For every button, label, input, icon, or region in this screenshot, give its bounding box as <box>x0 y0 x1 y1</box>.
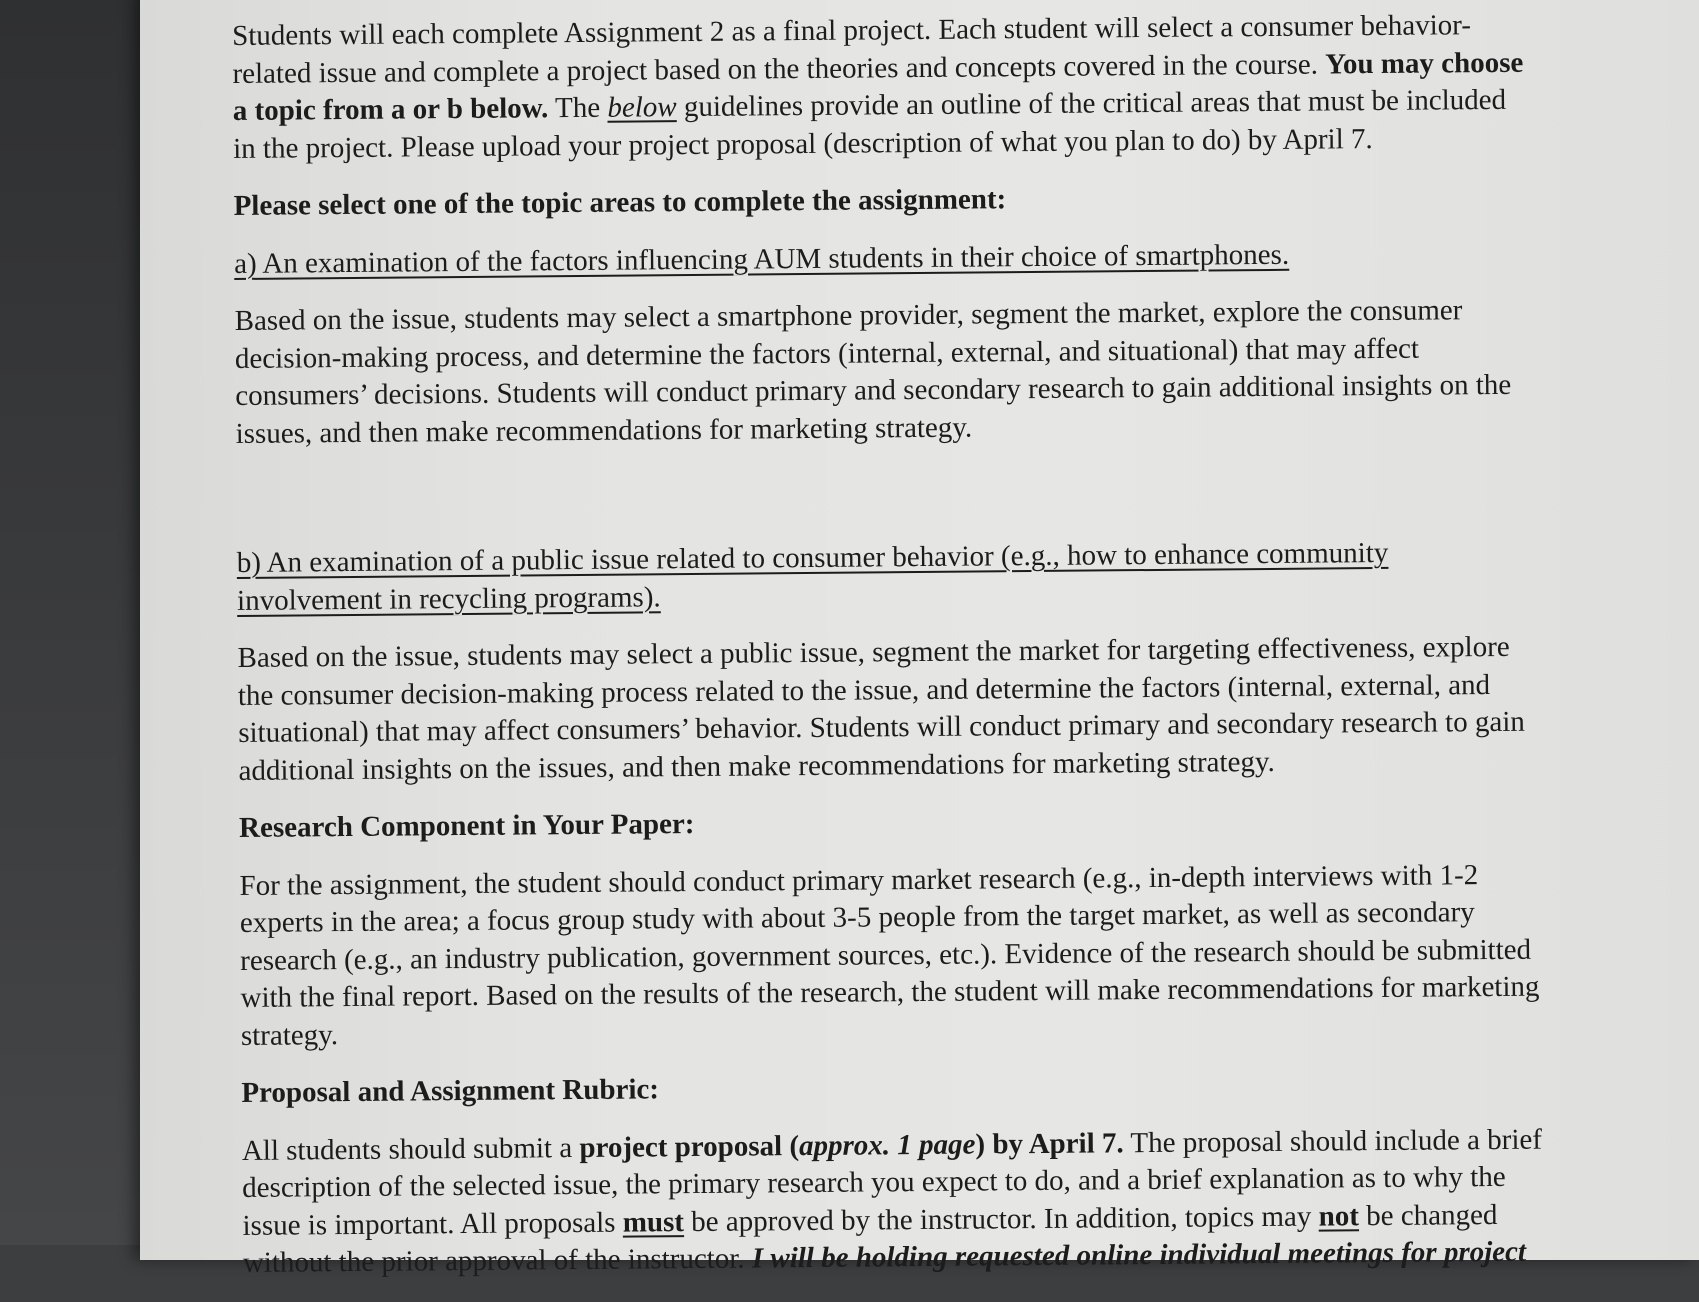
rubric-line-1-post: The proposal should include a brief <box>1123 1123 1543 1159</box>
topic-b-title <box>237 533 1593 620</box>
topic-a-title-text: a) An examination of the factors influencing AUM students in their choice of smartphones. <box>234 238 1290 280</box>
topic-a-line-2: decision-making process, and determine the factors (internal, external, and situational) that may affect <box>234 332 1420 375</box>
document-content <box>232 6 1598 1302</box>
research-line-5: strategy. <box>240 1018 339 1052</box>
topic-b-title-line-1: b) An examination of a public issue related to consumer behavior (e.g., how to enhance community <box>236 536 1389 579</box>
intro-paragraph <box>232 6 1588 168</box>
proposal-bold: project proposal ( <box>579 1129 800 1164</box>
choose-bold: You may choose <box>1325 46 1524 80</box>
rubric-line-1-pre: All students should submit a <box>241 1131 580 1167</box>
research-line-3: research (e.g., an industry publication, government sources, etc.). Evidence of the research should be submitted <box>240 933 1532 977</box>
intro-line-4: in the project. Please upload your project proposal (description of what you plan to do) by April 7. <box>232 122 1373 165</box>
intro-line-2-text: related issue and complete a project based on the theories and concepts covered in the course. <box>232 48 1319 90</box>
topic-b-line-4: additional insights on the issues, and then make recommendations for marketing strategy. <box>238 745 1275 787</box>
topic-a-body <box>234 291 1590 453</box>
rubric-line-2: description of the selected issue, the primary research you expect to do, and a brief explanation as to why the <box>242 1160 1506 1204</box>
approx-page-italic: approx. 1 page <box>798 1128 976 1162</box>
topic-b-line-2: the consumer decision-making process related to the issue, and determine the factors (internal, external, and <box>237 668 1491 712</box>
research-line-1: For the assignment, the student should conduct primary market research (e.g., in-depth interviews with 1-2 <box>239 858 1479 902</box>
research-heading: Research Component in Your Paper: <box>238 807 695 844</box>
topic-b-title-line-2: involvement in recycling programs). <box>236 580 661 617</box>
below-emphasis: below <box>607 91 677 124</box>
not-emphasis: not <box>1318 1199 1360 1233</box>
meetings-bold-italic: I will be holding requested online individual meetings for project <box>751 1235 1527 1275</box>
intro-line-1: Students will each complete Assignment 2 as a final project. Each student will select a consumer behavior- <box>232 9 1472 52</box>
rubric-body <box>242 1121 1598 1283</box>
research-body <box>239 856 1596 1055</box>
deadline-bold: ) by April 7. <box>975 1126 1124 1161</box>
topic-a-line-1: Based on the issue, students may select a smartphone provider, segment the market, explore the consumer <box>234 294 1463 337</box>
must-emphasis: must <box>622 1205 685 1239</box>
research-line-2: experts in the area; a focus group study with about 3-5 people from the target market, as well as secondary <box>239 896 1475 939</box>
topic-a-line-3: consumers’ decisions. Students will conduct primary and secondary research to gain additional insights on the <box>235 368 1512 412</box>
topic-a-line-4: issues, and then make recommendations for marketing strategy. <box>235 411 973 450</box>
topic-b-body <box>237 628 1593 790</box>
rubric-line-3-post: be changed <box>1358 1198 1498 1232</box>
topic-choice-bold: a topic from a or b below. <box>232 92 549 127</box>
intro-line-3-post: guidelines provide an outline of the critical areas that must be included <box>676 83 1507 124</box>
topic-a-title <box>234 234 1589 283</box>
topic-b-line-1: Based on the issue, students may select a public issue, segment the market for targeting effectiveness, explore <box>237 630 1510 674</box>
research-line-4: with the final report. Based on the results of the research, the student will make recommendations for marketing <box>240 970 1540 1014</box>
rubric-heading: Proposal and Assignment Rubric: <box>241 1073 660 1109</box>
rubric-line-4-pre: without the prior approval of the instructor. <box>242 1242 753 1279</box>
topic-b-line-3: situational) that may affect consumers’ behavior. Students will conduct primary and secondary research to gain <box>238 705 1525 749</box>
rubric-line-3-pre: issue is important. All proposals <box>242 1206 623 1242</box>
select-heading: Please select one of the topic areas to complete the assignment: <box>233 183 1007 222</box>
intro-line-3-pre: The <box>548 91 608 125</box>
rubric-line-3-mid: be approved by the instructor. In addition, topics may <box>683 1200 1319 1238</box>
